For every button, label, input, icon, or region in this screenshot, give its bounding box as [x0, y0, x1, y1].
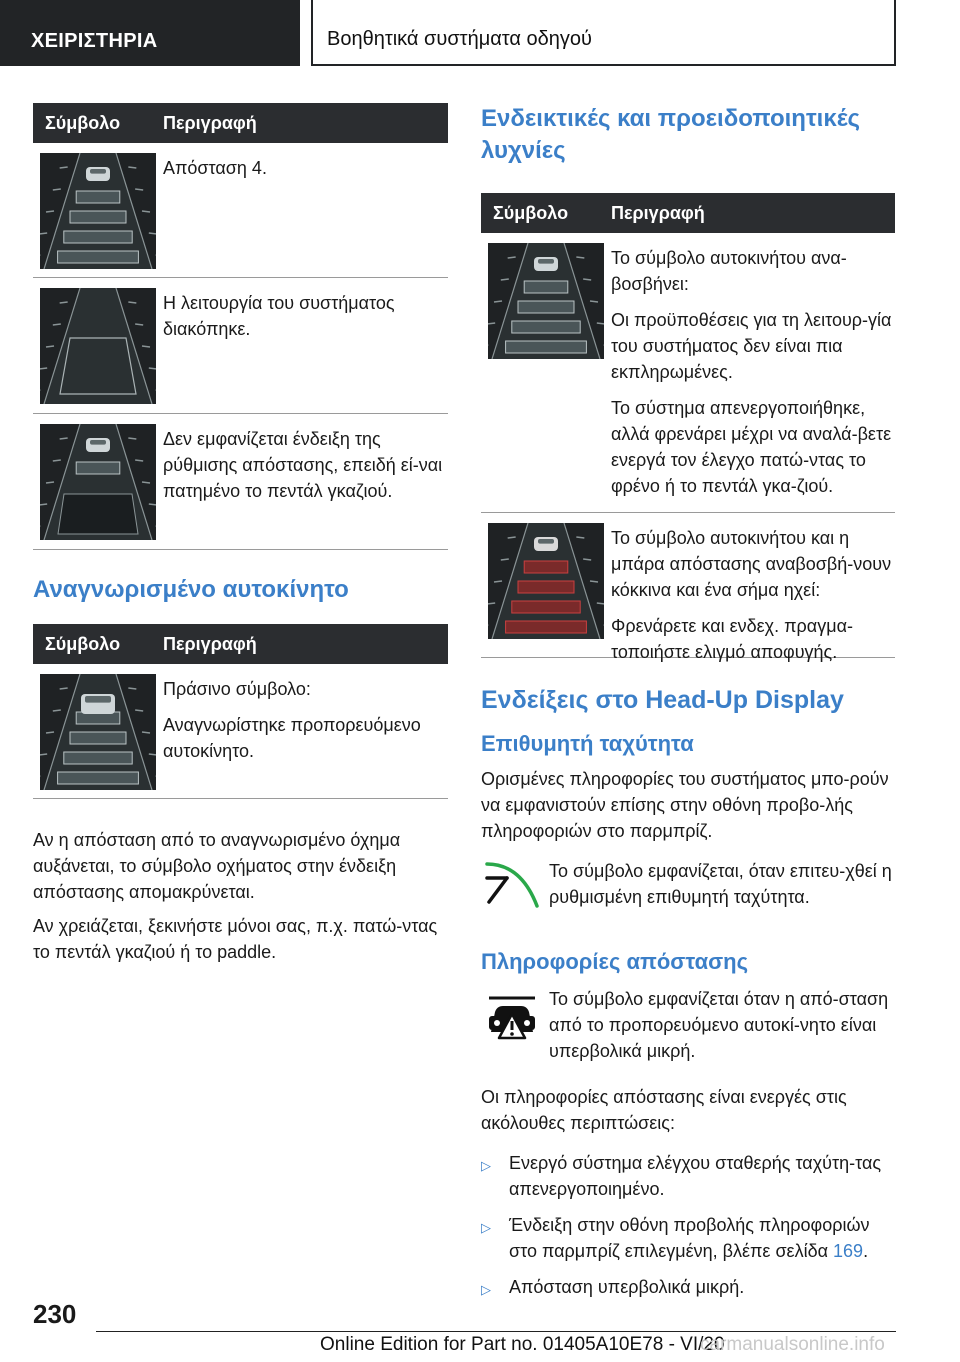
table-row	[481, 233, 895, 513]
section-title: Βοηθητικά συστήματα οδηγού	[311, 0, 896, 66]
speed-icon-text: Το σύμβολο εμφανίζεται, όταν επιτευ-χθεί η ρυθμισμένη επιθυμητή ταχύτητα.	[549, 861, 892, 907]
row-description: Πράσινο σύμβολο:	[163, 679, 311, 699]
row-description: Φρενάρετε και ενδεχ. πραγμα-τοποιήστε ελιγμό αποφυγής.	[611, 616, 853, 662]
system-interrupted-lane-icon	[40, 288, 156, 404]
heading-detected-vehicle: Αναγνωρισμένο αυτοκίνητο	[33, 576, 349, 603]
desired-speed-reached-icon	[481, 858, 543, 920]
table-row	[33, 278, 448, 414]
list-item-text: Ενεργό σύστημα ελέγχου σταθερής ταχύτη-τας απενεργοποιημένο.	[509, 1153, 882, 1199]
table-header	[33, 624, 448, 664]
table-row	[481, 513, 895, 662]
heading-distance-info: Πληροφορίες απόστασης	[481, 949, 749, 974]
list-item	[481, 1150, 895, 1202]
heading-desired-speed: Επιθυμητή ταχύτητα	[481, 731, 694, 756]
left-column	[33, 103, 448, 973]
distance-icon-row	[481, 986, 895, 1064]
list-item-text: Απόσταση υπερβολικά μικρή.	[509, 1277, 745, 1297]
list-item-text: Ένδειξη στην οθόνη προβολής πληροφοριών στο παρμπρίζ επιλεγμένη, βλέπε σελίδα	[509, 1215, 870, 1261]
table-header	[481, 193, 895, 233]
list-item: ▷ Ένδειξη στην οθόνη προβολής πληροφοριών στο παρμπρίζ επιλεγμένη, βλέπε σελίδα 169.	[481, 1212, 895, 1264]
distance-icon-text: Το σύμβολο εμφανίζεται όταν η από-σταση από το προπορευόμενο αυτοκί-νητο είναι υπερβολικά μικρή.	[549, 989, 889, 1061]
list-item	[481, 1274, 895, 1303]
detected-vehicle-lane-icon	[40, 674, 156, 790]
row-description: Απόσταση 4.	[163, 158, 267, 178]
speed-icon-row	[481, 858, 895, 920]
column-header-symbol: Σύμβολο	[45, 633, 121, 654]
distance-4-lane-icon	[40, 153, 156, 269]
column-header-description: Περιγραφή	[163, 112, 257, 133]
row-description: Η λειτουργία του συστήματος διακόπηκε.	[163, 293, 395, 339]
heading-indicator-lights: Ενδεικτικές και προειδοποιητικές λυχνίες	[481, 105, 861, 164]
body-text	[33, 827, 448, 965]
column-header-description: Περιγραφή	[611, 202, 705, 223]
right-column	[481, 103, 895, 1313]
distance-conditions-list	[481, 1150, 895, 1303]
column-header-symbol: Σύμβολο	[45, 112, 121, 133]
table-header	[33, 103, 448, 143]
paragraph: Αν χρειάζεται, ξεκινήστε μόνοι σας, π.χ. πατώ-ντας το πεντάλ γκαζιού ή το paddle.	[33, 916, 438, 962]
row-description: Αναγνωρίστηκε προπορευόμενο αυτοκίνητο.	[163, 715, 421, 761]
page-number: 230	[33, 1299, 77, 1329]
chapter-tab: ΧΕΙΡΙΣΤΗΡΙΑ	[0, 0, 300, 66]
vehicle-flashing-lane-icon	[488, 243, 604, 359]
edition-text: Online Edition for Part no. 01405A10E78 - VI/20	[320, 1334, 725, 1355]
table-row	[33, 414, 448, 550]
row-description: Οι προϋποθέσεις για τη λειτουρ-γία του συστήματος δεν είναι πια εκπληρωμένες.	[611, 310, 892, 382]
footer-divider	[96, 1331, 896, 1332]
triangle-bullet-icon: ▷	[481, 1220, 491, 1235]
paragraph: Αν η απόσταση από το αναγνωρισμένο όχημα αυξάνεται, το σύμβολο οχήματος στην ένδειξη απόστασης απομακρύνεται.	[33, 830, 401, 902]
row-description: Το σύστημα απενεργοποιήθηκε, αλλά φρενάρει μέχρι να αναλά-βετε ενεργά τον έλεγχο πατώ-ντας το φρένο ή το πεντάλ γκα-ζιού.	[611, 398, 892, 496]
heading-head-up-display: Ενδείξεις στο Head-Up Display	[481, 686, 844, 714]
distance-text: Οι πληροφορίες απόστασης είναι ενεργές στις ακόλουθες περιπτώσεις:	[481, 1087, 847, 1133]
watermark: carmanualsonline.info	[700, 1334, 885, 1355]
distance-warning-car-icon	[481, 986, 543, 1048]
vehicle-red-warning-lane-icon	[488, 523, 604, 639]
row-description: Δεν εμφανίζεται ένδειξη της ρύθμισης απόστασης, επειδή εί-ναι πατημένο το πεντάλ γκαζιού.	[163, 429, 443, 501]
row-description: Το σύμβολο αυτοκινήτου ανα-βοσβήνει:	[611, 248, 847, 294]
column-header-description: Περιγραφή	[163, 633, 257, 654]
column-header-symbol: Σύμβολο	[493, 202, 569, 223]
triangle-bullet-icon: ▷	[481, 1158, 491, 1173]
speed-text: Ορισμένες πληροφορίες του συστήματος μπο-ρούν να εμφανιστούν επίσης στην οθόνη προβο-λής πληροφοριών στο παρμπρίζ.	[481, 769, 889, 841]
no-distance-display-lane-icon	[40, 424, 156, 540]
row-description: Το σύμβολο αυτοκινήτου και η μπάρα απόστασης αναβοσβή-νουν κόκκινα και ένα σήμα ηχεί:	[611, 528, 892, 600]
table-row	[33, 664, 448, 799]
table-row	[33, 143, 448, 278]
triangle-bullet-icon: ▷	[481, 1282, 491, 1297]
page-link[interactable]: 169	[833, 1241, 864, 1261]
